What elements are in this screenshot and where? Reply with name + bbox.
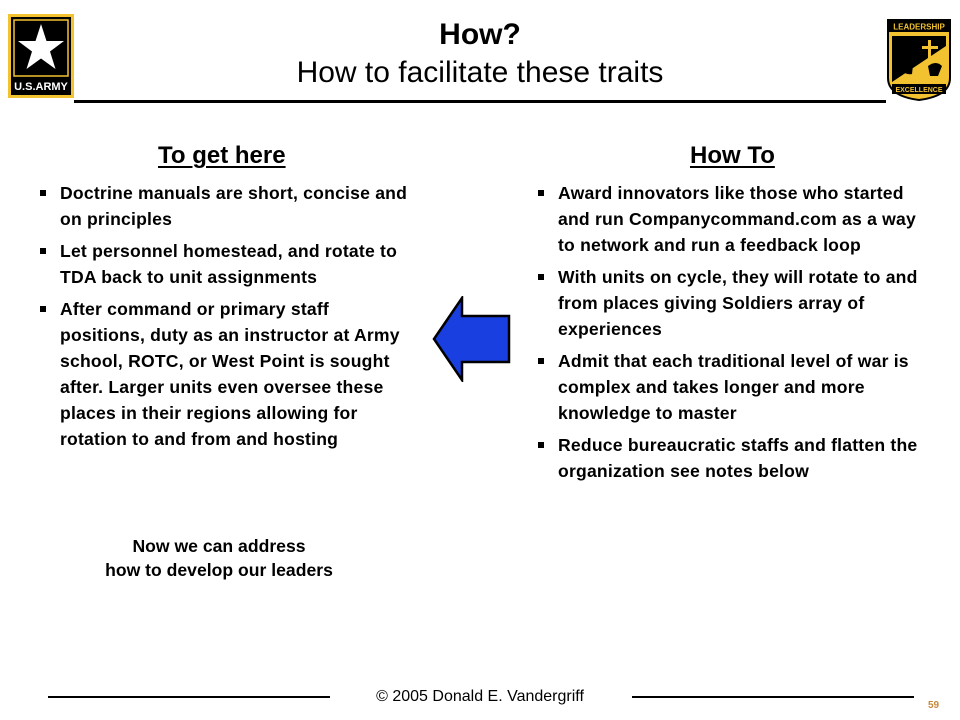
list-item xyxy=(34,296,414,452)
copyright-text: © 2005 Donald E. Vandergriff xyxy=(376,688,584,705)
bullet-text: After command or primary staff positions, duty as an instructor at Army school, ROTC, or West Point is sought after. Larger units even oversee these places in their regions allowing for rotation to and from and hosting xyxy=(60,299,400,449)
footer-rule-right xyxy=(632,696,914,698)
us-army-logo xyxy=(8,14,74,98)
list-item xyxy=(34,238,414,290)
note-line-1: Now we can address xyxy=(132,536,306,556)
bullet-text: With units on cycle, they will rotate to and from places giving Soldiers array of experiences xyxy=(558,267,918,339)
bullet-text: Reduce bureaucratic staffs and flatten the organization see notes below xyxy=(558,435,918,481)
rotc-leadership-excellence-logo xyxy=(884,16,954,102)
bullet-text: Let personnel homestead, and rotate to TDA back to unit assignments xyxy=(60,241,398,287)
bullet-square-icon xyxy=(40,190,46,196)
bullet-square-icon xyxy=(538,190,544,196)
list-item xyxy=(532,264,932,342)
right-column-heading: How To xyxy=(690,142,775,169)
slide-subtitle: How to facilitate these traits xyxy=(296,56,664,89)
left-bullet-list xyxy=(34,180,414,458)
bullet-square-icon xyxy=(538,274,544,280)
bullet-square-icon xyxy=(40,306,46,312)
svg-text:U.S.ARMY: U.S.ARMY xyxy=(14,81,68,93)
bullet-square-icon xyxy=(538,442,544,448)
page-number: 59 xyxy=(928,700,940,711)
list-item xyxy=(532,432,932,484)
list-item xyxy=(34,180,414,232)
bullet-text: Award innovators like those who started and run Companycommand.com as a way to network and run a feedback loop xyxy=(558,183,916,255)
bullet-text: Doctrine manuals are short, concise and on principles xyxy=(60,183,408,229)
right-bullet-list xyxy=(532,180,932,490)
conclusion-note xyxy=(40,534,398,582)
slide-title: How? xyxy=(439,18,521,51)
list-item xyxy=(532,180,932,258)
footer-rule-left xyxy=(48,696,330,698)
note-line-2: how to develop our leaders xyxy=(105,560,333,580)
left-column-heading: To get here xyxy=(158,142,286,169)
list-item xyxy=(532,348,932,426)
svg-text:EXCELLENCE: EXCELLENCE xyxy=(895,87,943,94)
left-arrow-icon xyxy=(432,296,512,382)
bullet-square-icon xyxy=(40,248,46,254)
bullet-square-icon xyxy=(538,358,544,364)
title-divider xyxy=(74,100,886,103)
svg-text:LEADERSHIP: LEADERSHIP xyxy=(893,22,945,32)
bullet-text: Admit that each traditional level of war is complex and takes longer and more knowledge to master xyxy=(558,351,909,423)
